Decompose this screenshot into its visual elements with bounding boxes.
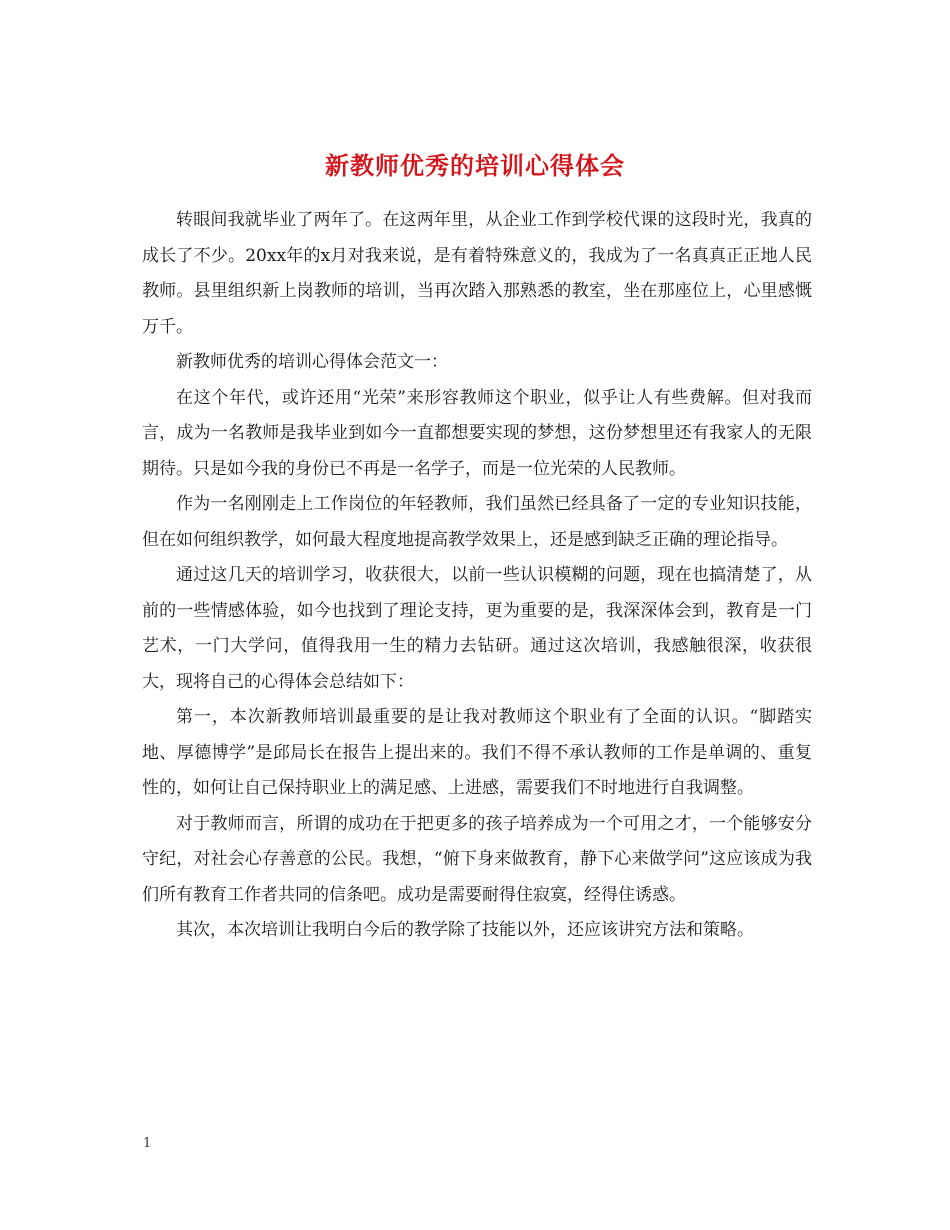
document-body [142,203,812,949]
paragraph-4: 作为一名刚刚走上工作岗位的年轻教师，我们虽然已经具备了一定的专业知识技能，但在如何组织教学，如何最大程度地提高教学效果上，还是感到缺乏正确的理论指导。 [142,494,812,550]
document-title: 新教师优秀的培训心得体会 [325,151,625,181]
paragraph-3: 在这个年代，或许还用“光荣”来形容教师这个职业，似乎让人有些费解。但对我而言，成为一名教师是我毕业到如今一直都想要实现的梦想，这份梦想里还有我家人的无限期待。只是如今我的身份已不再是一名学子，而是一位光荣的人民教师。 [142,387,812,479]
paragraph-7: 对于教师而言，所谓的成功在于把更多的孩子培养成为一个可用之才，一个能够安分守纪，对社会心存善意的公民。我想，“俯下身来做教育，静下心来做学问”这应该成为我们所有教育工作者共同的信条吧。成功是需要耐得住寂寞，经得住诱惑。 [142,813,812,905]
paragraph-2: 新教师优秀的培训心得体会范文一： [176,352,448,372]
paragraph-5: 通过这几天的培训学习，收获很大，以前一些认识模糊的问题，现在也搞清楚了，从前的一些情感体验，如今也找到了理论支持，更为重要的是，我深深体会到，教育是一门艺术，一门大学问，值得我用一生的精力去钻研。通过这次培训，我感触很深，收获很大，现将自己的心得体会总结如下： [142,565,812,692]
page-number: 1 [143,1136,152,1151]
paragraph-8: 其次，本次培训让我明白今后的教学除了技能以外，还应该讲究方法和策略。 [176,920,754,940]
paragraph-1: 转眼间我就毕业了两年了。在这两年里，从企业工作到学校代课的这段时光，我真的成长了不少。20xx年的x月对我来说，是有着特殊意义的，我成为了一名真真正正地人民教师。县里组织新上岗教师的培训，当再次踏入那熟悉的教室，坐在那座位上，心里感慨万千。 [142,210,812,337]
paragraph-6: 第一，本次新教师培训最重要的是让我对教师这个职业有了全面的认识。“脚踏实地、厚德博学”是邱局长在报告上提出来的。我们不得不承认教师的工作是单调的、重复性的，如何让自己保持职业上的满足感、上进感，需要我们不时地进行自我调整。 [142,707,812,798]
